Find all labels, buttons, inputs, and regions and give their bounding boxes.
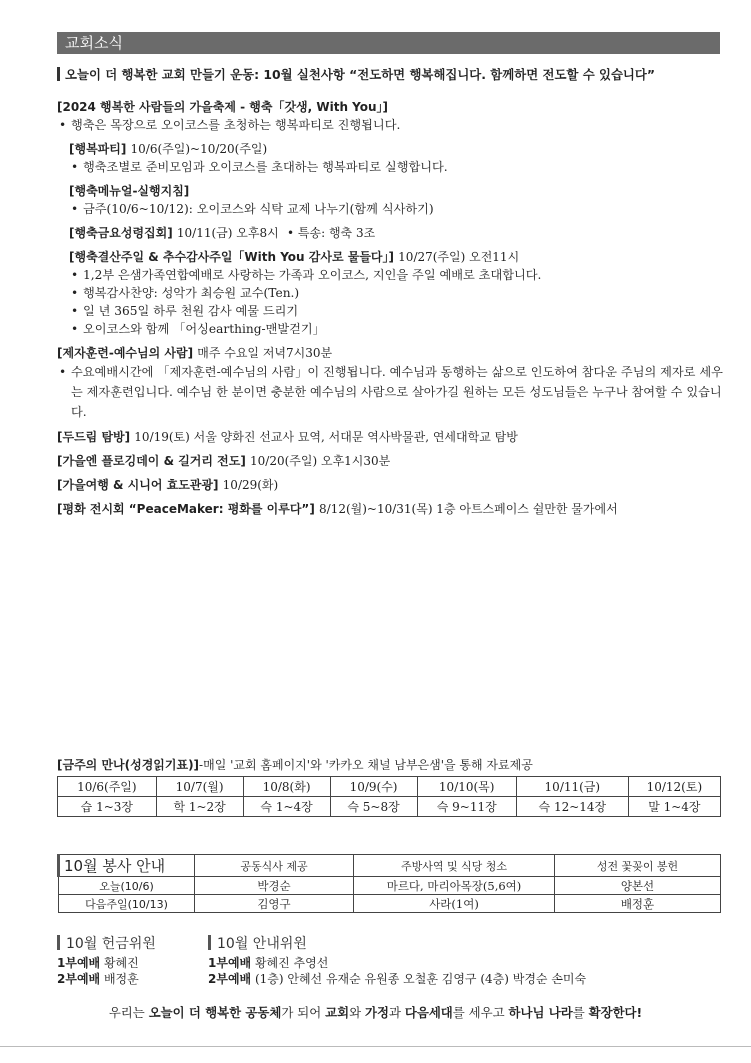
day-cell: 10/12(토)	[628, 777, 720, 797]
closing-label: [행축결산주일 & 추수감사주일「With You 감사로 물들다」]	[69, 250, 394, 264]
reading-cell: 슥 1~4장	[243, 797, 330, 817]
list-item	[208, 955, 586, 971]
bible-reading-section	[57, 756, 737, 817]
event-item	[57, 476, 727, 494]
event-label: [가을여행 & 시니어 효도관광]	[57, 478, 219, 492]
names: (1층) 안혜선 유재순 유원종 오철훈 김영구 (4층) 박경순 손미숙	[254, 972, 587, 986]
festival-title: [2024 행복한 사람들의 가을축제 - 행축「갓생, With You」]	[57, 100, 389, 114]
slogan-text: 가 되어	[281, 1005, 326, 1020]
campaign-text: 오늘이 더 행복한 교회 만들기 운동: 10월 실천사항 “전도하면 행복해집니다. 함께하면 전도할 수 있습니다”	[65, 67, 656, 82]
row-label: 다음주일(10/13)	[59, 895, 195, 913]
day-cell: 10/10(목)	[417, 777, 516, 797]
headline-marker	[57, 67, 60, 81]
day-cell: 10/6(주일)	[58, 777, 157, 797]
table-row	[58, 797, 721, 817]
table-row	[59, 877, 721, 895]
bible-reading-desc: -매일 '교회 홈페이지'와 '카카오 채널 남부은샘'을 통해 자료제공	[199, 758, 533, 772]
event-item	[57, 500, 727, 518]
bible-reading-label: [금주의 만나(성경읽기표)]	[57, 758, 200, 772]
menu-section	[57, 182, 727, 218]
bible-reading-table	[57, 776, 721, 817]
slogan-text: 과	[388, 1005, 405, 1020]
prayer-section	[57, 224, 727, 242]
service-cell: 배정훈	[555, 895, 721, 913]
closing-bullet: • 행복감사찬양: 성악가 최승원 교수(Ten.)	[69, 284, 727, 302]
slogan-emphasis: 교회	[325, 1005, 350, 1020]
names: 황혜진	[103, 956, 139, 970]
menu-bullet: • 금주(10/6~10/12): 오이코스와 식탁 교제 나누기(함께 식사하기)	[69, 200, 727, 218]
event-item	[57, 452, 727, 470]
offering-title: 10월 헌금위원	[66, 936, 156, 952]
service-cell: 사라(1여)	[354, 895, 555, 913]
event-text: 10/19(토) 서울 양화진 선교사 묘역, 서대문 역사박물관, 연세대학교 탐방	[134, 430, 518, 444]
prayer-special: • 특송: 행축 3조	[287, 226, 376, 240]
section-header	[57, 32, 720, 54]
day-cell: 10/9(수)	[330, 777, 417, 797]
usher-committee	[208, 933, 586, 987]
prayer-date: 10/11(금) 오후8시	[176, 226, 279, 240]
event-label: [평화 전시회 “PeaceMaker: 평화를 이루다”]	[57, 502, 315, 516]
service-cell: 마르다, 마리아목장(5,6여)	[354, 877, 555, 895]
table-row	[59, 855, 721, 877]
closing-bullet: • 오이코스와 함께 「어싱earthing-맨발걷기」	[69, 320, 727, 338]
reading-cell: 슥 12~14장	[516, 797, 628, 817]
reading-cell: 말 1~4장	[628, 797, 720, 817]
slogan-emphasis: 가정	[365, 1005, 389, 1020]
church-slogan	[0, 1003, 751, 1021]
bible-reading-title	[57, 756, 737, 773]
section-marker	[208, 935, 211, 950]
service-title: 10월 봉사 안내	[59, 855, 195, 877]
list-item	[208, 971, 586, 987]
closing-bullet: • 일 년 365일 하루 천원 감사 예물 드리기	[69, 302, 727, 320]
reading-cell: 슥 5~8장	[330, 797, 417, 817]
table-row	[59, 895, 721, 913]
closing-bullet: • 1,2부 은샘가족연합예배로 사랑하는 가족과 오이코스, 지인을 주일 예배로 초대합니다.	[69, 266, 727, 284]
service-cell: 양본선	[555, 877, 721, 895]
day-cell: 10/8(화)	[243, 777, 330, 797]
service-label: 2부예배	[208, 972, 252, 986]
discipleship-section	[57, 344, 727, 422]
column-header: 성전 꽃꽂이 봉헌	[555, 855, 721, 877]
party-date: 10/6(주일)~10/20(주일)	[130, 142, 268, 156]
column-header: 주방사역 및 식당 청소	[354, 855, 555, 877]
discipleship-label: [제자훈련-예수님의 사람]	[57, 346, 194, 360]
closing-section	[57, 248, 727, 338]
names: 배정훈	[103, 972, 139, 986]
slogan-text: 를	[572, 1005, 589, 1020]
names: 황혜진 추영선	[254, 956, 329, 970]
slogan-text: 와	[349, 1005, 365, 1020]
slogan-emphasis: 다음세대	[404, 1005, 453, 1020]
closing-date: 10/27(주일) 오전11시	[398, 250, 520, 264]
column-header: 공동식사 제공	[195, 855, 354, 877]
section-title: 교회소식	[65, 34, 123, 52]
service-cell: 김영구	[195, 895, 354, 913]
reading-cell: 학 1~2장	[156, 797, 243, 817]
service-label: 2부예배	[57, 972, 101, 986]
event-label: [가을엔 플로깅데이 & 길거리 전도]	[57, 454, 246, 468]
slogan-emphasis: 하나님 나라	[508, 1005, 573, 1020]
reading-cell: 슥 9~11장	[417, 797, 516, 817]
row-label: 오늘(10/6)	[59, 877, 195, 895]
reading-cell: 습 1~3장	[58, 797, 157, 817]
party-section	[57, 140, 727, 176]
list-item	[57, 955, 156, 971]
service-cell: 박경순	[195, 877, 354, 895]
menu-label: [행축메뉴얼-실행지침]	[69, 184, 190, 198]
table-row	[58, 777, 721, 797]
discipleship-bullet: • 수요예배시간에 「제자훈련-예수님의 사람」이 진행됩니다. 예수님과 동행하는 삶으로 인도하여 참다운 주님의 제자로 세우는 제자훈련입니다. 예수님 한 분이면 충분한 예수님의 사람으로 살아가길 원하는 모든 성도님들은 누구나 참여할 수 있습니다.	[57, 362, 727, 422]
event-text: 10/29(화)	[222, 478, 279, 492]
offering-committee	[57, 933, 156, 987]
service-table	[57, 854, 721, 913]
party-bullet: • 행축조별로 준비모임과 오이코스를 초대하는 행복파티로 실행합니다.	[69, 158, 727, 176]
festival-bullet: • 행축은 목장으로 오이코스를 초청하는 행복파티로 진행됩니다.	[57, 116, 727, 134]
event-label: [두드림 탐방]	[57, 430, 131, 444]
section-marker	[57, 935, 60, 950]
service-label: 1부예배	[208, 956, 252, 970]
day-cell: 10/7(월)	[156, 777, 243, 797]
slogan-text: 를 세우고	[452, 1005, 509, 1020]
page-divider	[0, 1046, 751, 1047]
prayer-label: [행축금요성령집회]	[69, 226, 173, 240]
festival-section	[57, 98, 727, 134]
slogan-emphasis: 오늘이 더 행복한 공동체	[148, 1005, 282, 1020]
slogan-text: 우리는	[108, 1005, 149, 1020]
slogan-emphasis: 확장한다!	[588, 1005, 643, 1020]
discipleship-time: 매주 수요일 저녁7시30분	[197, 346, 333, 360]
event-item	[57, 428, 727, 446]
day-cell: 10/11(금)	[516, 777, 628, 797]
news-body	[57, 98, 727, 518]
event-text: 8/12(월)~10/31(목) 1층 아트스페이스 쉴만한 물가에서	[319, 502, 618, 516]
event-text: 10/20(주일) 오후1시30분	[250, 454, 391, 468]
ushers-title: 10월 안내위원	[217, 936, 307, 952]
campaign-headline	[57, 65, 737, 83]
party-label: [행복파티]	[69, 142, 127, 156]
list-item	[57, 971, 156, 987]
service-label: 1부예배	[57, 956, 101, 970]
